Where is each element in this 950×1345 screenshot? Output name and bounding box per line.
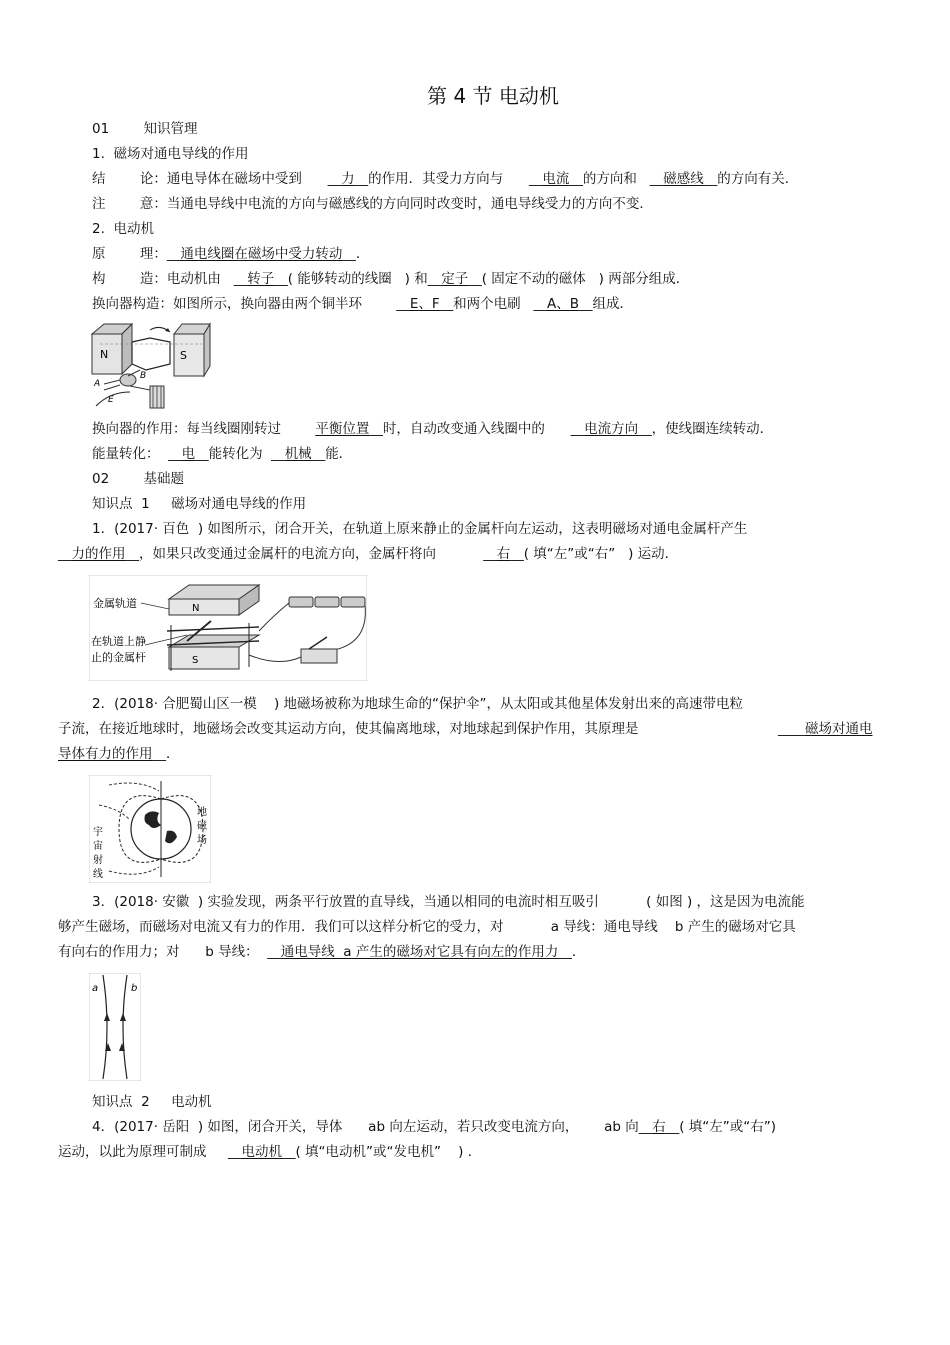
conclusion-line: 结 论：通电导体在磁场中受到 __力__的作用．其受力方向与 __电流__的方向和 __磁感线__的方向有关． (92, 171, 799, 187)
heading-magnetic-force: 1. 磁场对通电导线的作用 (92, 146, 249, 162)
answer-q4-right: 右 (652, 1119, 666, 1135)
page-title: 第 4 节 电动机 (427, 84, 559, 108)
cosmic-ray-char-3: 射 (93, 855, 103, 866)
answer-half-rings: E、F (409, 296, 440, 312)
cosmic-ray-char-4: 线 (93, 869, 103, 880)
answer-force: 力 (341, 171, 355, 187)
principle-line: 原 理：__通电线圈在磁场中受力转动__． (92, 246, 370, 262)
answer-q1-right: 右 (496, 546, 511, 562)
answer-principle: 通电线圈在磁场中受力转动 (180, 246, 343, 262)
brush-b-label: B (140, 371, 147, 381)
north-pole-label: N (100, 348, 109, 361)
earth-magnetic-field-diagram (89, 775, 211, 883)
commutator-structure-line: 换向器构造：如图所示，换向器由两个铜半环 __E、F__和两个电刷 __A、B__组成． (92, 296, 634, 312)
cosmic-ray-char-2: 宙 (93, 841, 103, 852)
answer-q2-part2: 导体有力的作用 (58, 746, 153, 762)
answer-stator: 定子 (441, 271, 469, 287)
energy-line: 能量转化： __电__能转化为 __机械__能． (92, 446, 353, 462)
wire-a-label: a (92, 983, 99, 994)
motor-diagram (90, 320, 212, 412)
question-2-line1: 2．(2018· 合肥蜀山区一模 ) 地磁场被称为地球生命的“保护伞”，从太阳或其他星体发射出来的高速带电粒 (92, 696, 744, 712)
answer-q1-force: 力的作用 (71, 546, 126, 562)
answer-current: 电流 (542, 171, 570, 187)
cosmic-ray-char-1: 宇 (93, 827, 103, 838)
question-3-line3: 有向右的作用力；对 b 导线： __通电导线 a 产生的磁场对它具有向左的作用力__． (58, 944, 586, 960)
question-2-line3: 导体有力的作用__． (58, 746, 180, 762)
answer-electric: 电 (181, 446, 196, 462)
answer-current-direction: 电流方向 (584, 421, 639, 437)
answer-q2-part1: 磁场对通电 (805, 721, 873, 737)
brush-a-label: A (94, 379, 101, 389)
geomagnetic-char-2: 磁 (197, 821, 207, 832)
answer-rotor: 转子 (247, 271, 275, 287)
structure-line: 构 造：电动机由 __转子__( 能够转动的线圈 ) 和__定子__( 固定不动的磁体 ) 两部分组成． (92, 271, 690, 287)
parallel-wires-diagram (89, 973, 141, 1081)
wire-b-label: b (131, 983, 138, 994)
rod-label-line1: 在轨道上静 (91, 635, 146, 648)
section-01-heading: 01 知识管理 (92, 121, 198, 137)
commutator-function-line: 换向器的作用：每当线圈刚转过 平衡位置__时，自动改变通入线圈中的 __电流方向__，使线圈连续转动． (92, 421, 774, 437)
knowledge-point-2: 知识点 2 电动机 (92, 1094, 212, 1110)
question-2-answer-part1: ____磁场对通电 (778, 721, 873, 737)
answer-q4-motor: 电动机 (241, 1144, 282, 1160)
knowledge-point-1: 知识点 1 磁场对通电导线的作用 (92, 496, 307, 512)
question-3-line2: 够产生磁场，而磁场对电流又有力的作用．我们可以这样分析它的受力，对 a 导线：通电导线 b 产生的磁场对它具 (58, 919, 796, 935)
question-4-line2: 运动，以此为原理可制成 __电动机__( 填“电动机”或“发电机” ) ． (58, 1144, 482, 1160)
section-02-heading: 02 基础题 (92, 471, 185, 487)
magnet-south-label: S (192, 655, 199, 666)
question-2-line2: 子流，在接近地球时，地磁场会改变其运动方向，使其偏离地球，对地球起到保护作用，其原理是 (58, 721, 639, 737)
south-pole-label: S (180, 349, 187, 362)
magnet-north-label: N (192, 603, 200, 614)
question-1-line1: 1．(2017· 百色 ) 如图所示，闭合开关，在轨道上原来静止的金属杆向左运动，这表明磁场对通电金属杆产生 (92, 521, 748, 537)
rod-label-line2: 止的金属杆 (91, 651, 146, 664)
answer-q3: 通电导线 a 产生的磁场对它具有向左的作用力 (280, 944, 559, 960)
answer-field-lines: 磁感线 (663, 171, 704, 187)
geomagnetic-char-1: 地 (197, 807, 207, 818)
question-1-line2: __力的作用__，如果只改变通过金属杆的电流方向，金属杆将向 __右__( 填“左”或“右” ) 运动． (58, 546, 679, 562)
question-3-line1: 3．(2018· 安徽 ) 实验发现，两条平行放置的直导线，当通以相同的电流时相互吸引 ( 如图 ) ，这是因为电流能 (92, 894, 805, 910)
note-line: 注 意：当通电导线中电流的方向与磁感线的方向同时改变时，通电导线受力的方向不变． (92, 196, 653, 212)
geomagnetic-char-3: 场 (197, 835, 207, 846)
answer-mechanical: 机械 (284, 446, 312, 462)
rail-label: 金属轨道 (93, 597, 137, 610)
answer-balance-position: 平衡位置 (315, 421, 370, 437)
heading-motor: 2. 电动机 (92, 221, 154, 237)
ring-e-label: E (108, 395, 114, 405)
question-4-line1: 4．(2017· 岳阳 ) 如图，闭合开关，导体 ab 向左运动，若只改变电流方向， ab 向__右__( 填“左”或“右”) (92, 1119, 777, 1135)
rail-experiment-diagram (89, 575, 367, 681)
answer-brushes: A、B (547, 296, 580, 312)
